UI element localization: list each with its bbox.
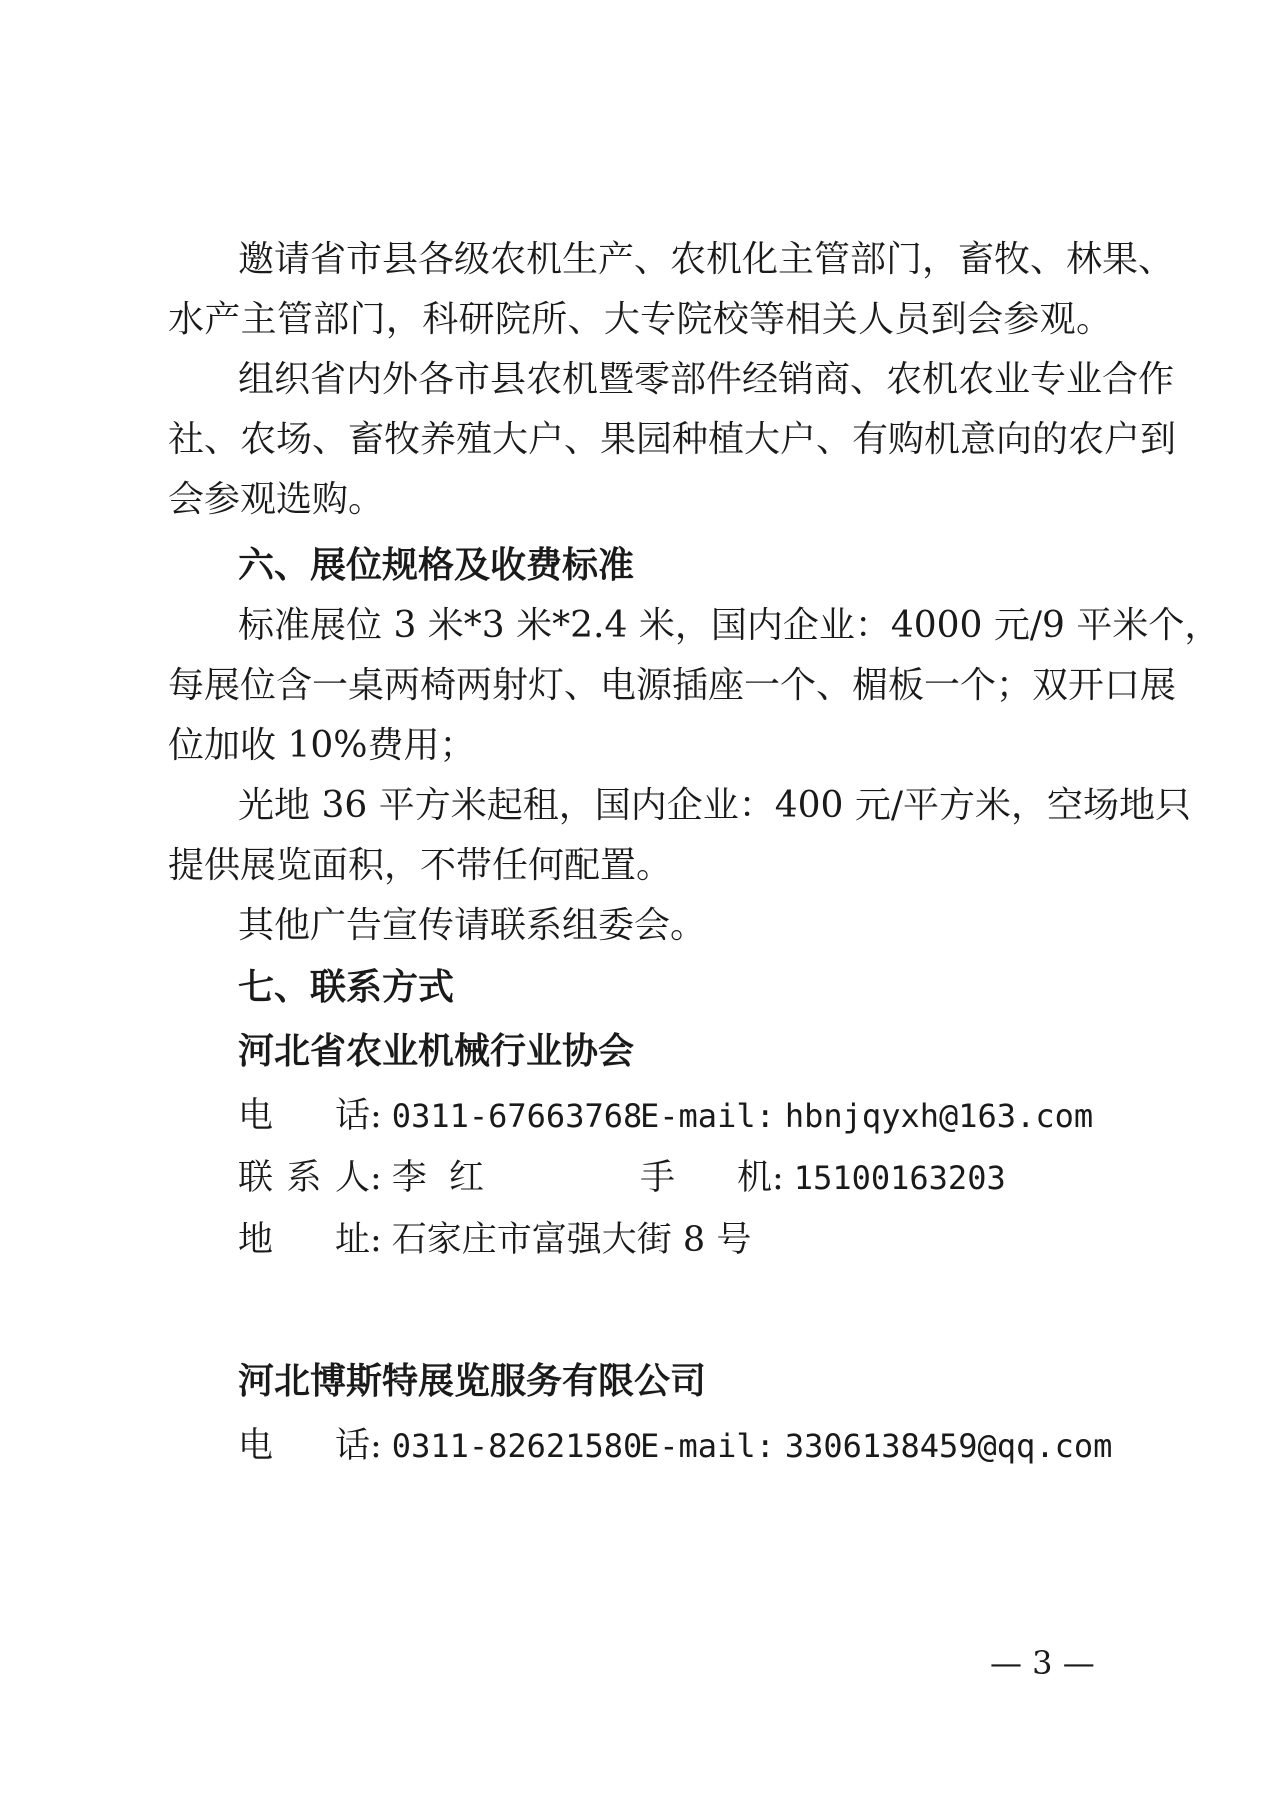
org1-address-row [238, 1218, 751, 1262]
email-label: E-mail [640, 1427, 756, 1465]
paragraph-line: 提供展览面积，不带任何配置。 [168, 845, 673, 886]
org1-contact: 李 红 [391, 1158, 485, 1198]
paragraph-line: 位加收 10%费用； [168, 725, 476, 766]
org1-phone: 0311-67663768 [391, 1097, 643, 1135]
colon: : [755, 1097, 775, 1135]
org1-name: 河北省农业机械行业协会 [238, 1031, 635, 1072]
org2-phone: 0311-82621580 [391, 1427, 643, 1465]
paragraph-line: 每展位含一桌两椅两射灯、电源插座一个、楣板一个；双开口展 [168, 665, 1177, 706]
org1-mobile-row [640, 1156, 1006, 1200]
colon: : [370, 1220, 382, 1260]
org1-email-row [640, 1094, 1093, 1138]
paragraph-line: 组织省内外各市县农机暨零部件经销商、农机农业专业合作 [238, 359, 1175, 400]
mobile-label: 手 机 [640, 1158, 772, 1198]
page-number: — 3 — [990, 1644, 1095, 1682]
paragraph-line: 社、农场、畜牧养殖大户、果园种植大户、有购机意向的农户到 [168, 419, 1177, 460]
org1-contact-row [238, 1156, 484, 1200]
org1-address: 石家庄市富强大街 8 号 [391, 1220, 752, 1260]
colon: : [772, 1158, 784, 1198]
org2-email-row [640, 1424, 1112, 1468]
phone-label: 电 话 [238, 1426, 370, 1466]
phone-label: 电 话 [238, 1096, 370, 1136]
org1-phone-row [238, 1094, 642, 1138]
org2-phone-row [238, 1424, 642, 1468]
paragraph-line: 其他广告宣传请联系组委会。 [238, 905, 707, 946]
org1-email: hbnjqyxh@163.com [784, 1097, 1094, 1135]
section-heading-six: 六、展位规格及收费标准 [238, 545, 635, 586]
paragraph-line: 邀请省市县各级农机生产、农机化主管部门，畜牧、林果、 [238, 239, 1175, 280]
paragraph-line: 光地 36 平方米起租，国内企业：400 元/平方米，空场地只 [238, 785, 1191, 826]
address-label: 地 址 [238, 1220, 370, 1260]
org2-name: 河北博斯特展览服务有限公司 [238, 1361, 707, 1402]
colon: : [755, 1427, 775, 1465]
contact-label: 联系人 [238, 1158, 370, 1198]
paragraph-line: 会参观选购。 [168, 479, 385, 520]
colon: : [370, 1158, 382, 1198]
section-heading-seven: 七、联系方式 [238, 967, 455, 1008]
org1-mobile: 15100163203 [793, 1159, 1006, 1197]
email-label: E-mail [640, 1097, 756, 1135]
paragraph-line: 水产主管部门，科研院所、大专院校等相关人员到会参观。 [168, 299, 1112, 340]
colon: : [370, 1426, 382, 1466]
paragraph-line: 标准展位 3 米*3 米*2.4 米，国内企业：4000 元/9 平米个， [238, 605, 1221, 646]
org2-email: 3306138459@qq.com [784, 1427, 1113, 1465]
colon: : [370, 1096, 382, 1136]
